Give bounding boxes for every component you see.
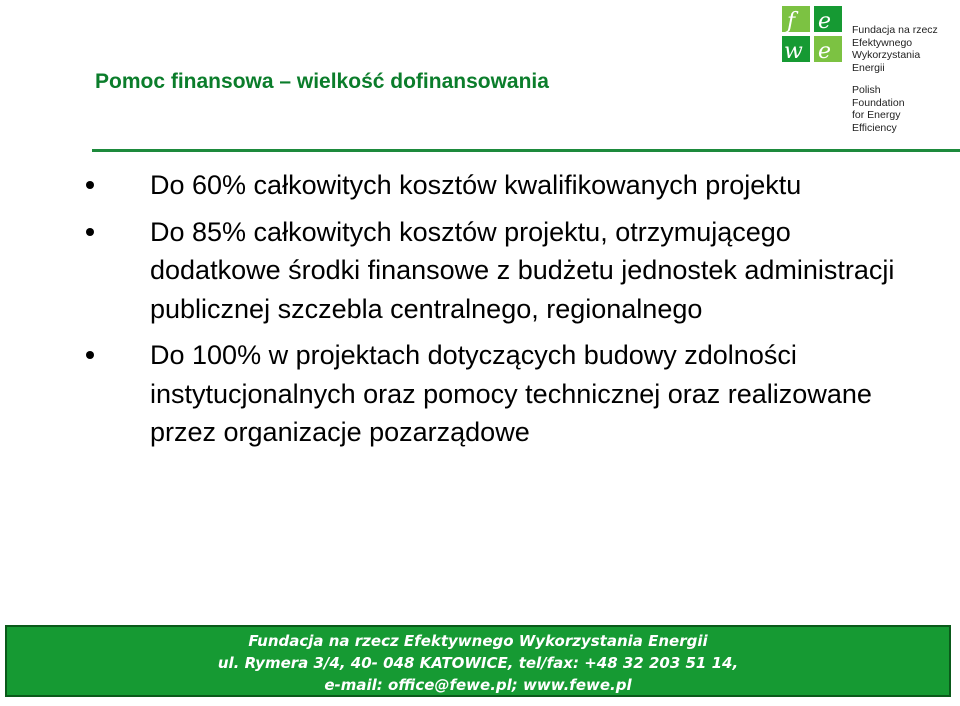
fewe-logo xyxy=(780,4,955,144)
svg-text:f: f xyxy=(787,9,796,34)
fewe-logo-icon xyxy=(780,4,844,64)
footer-contact: e-mail: office@fewe.pl; www.fewe.pl xyxy=(324,676,632,694)
svg-text:e: e xyxy=(818,39,832,64)
bullet-text: Do 60% całkowitych kosztów kwalifikowanych projektu xyxy=(150,170,802,200)
bullet-item xyxy=(0,336,960,452)
bullet-item xyxy=(0,166,960,205)
logo-name-pl: Fundacja na rzecz Efektywnego Wykorzystania Energii xyxy=(852,24,938,74)
page-title: Pomoc finansowa – wielkość dofinansowania xyxy=(95,70,549,93)
footer-address: ul. Rymera 3/4, 40- 048 KATOWICE, tel/fax: +48 32 203 51 14, xyxy=(217,654,739,672)
bullet-text: Do 85% całkowitych kosztów projektu, otrzymującego dodatkowe środki finansowe z budżetu jednostek administracji publicznej szczebla centralnego, regionalnego xyxy=(150,216,895,324)
bullet-dot-icon xyxy=(86,181,94,189)
logo-name-en: Polish Foundation for Energy Efficiency xyxy=(852,84,905,134)
bullet-list xyxy=(0,166,960,460)
svg-text:w: w xyxy=(784,39,803,64)
footer-banner xyxy=(5,625,951,697)
footer-organization: Fundacja na rzecz Efektywnego Wykorzystania Energii xyxy=(248,632,708,650)
svg-text:e: e xyxy=(818,9,832,34)
bullet-dot-icon xyxy=(86,228,94,236)
bullet-text: Do 100% w projektach dotyczących budowy zdolności instytucjonalnych oraz pomocy technicznej oraz realizowane przez organizacje pozarządowe xyxy=(150,340,872,447)
bullet-dot-icon xyxy=(86,351,94,359)
bullet-item xyxy=(0,213,960,329)
title-divider xyxy=(92,149,960,152)
